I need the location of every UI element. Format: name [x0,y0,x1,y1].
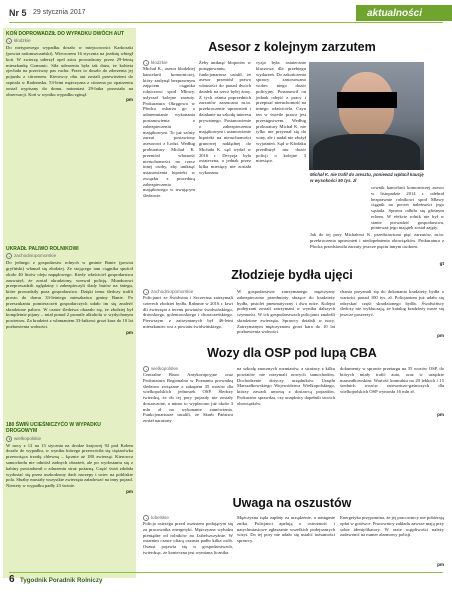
author-sign: pm [126,97,133,103]
article-text: chania przyznali się do dokonania kradzieży bydła o wartości ponad 100 tys. zł. Policjantom już udało się odzyskać część skradzionego bydła. Świdwińscy śledczy nie wykluczają, że katalog kradzieży może się jeszcze poszerzyć. [340,289,444,318]
article-col [143,515,233,556]
article-title: Wozy dla OSP pod lupą CBA [207,346,377,360]
location-icon [6,253,12,259]
article-title: Złodzieje bydła ujęci [231,268,353,282]
region-tag [6,38,133,44]
article-text: Energetyka przypomina, że jej pracownicy nie pobierają opłat w gotówce. Pracownicy zakładu zawsze mają przy sobie identyfikatory. W razie wątpliwości należy zadzwonić na numer alarmowy policji. [340,515,444,538]
article-text: Mężczyzna żąda zapłaty za urządzenie, a następnie znika. Policjanci apelują o ostrożność i natychmiastowe zgłaszanie wszelkich podejrzanych wizyt. Do tej pory nie udało się ustalić tożsamości sprawcy. [237,515,335,544]
sidebar-news-1 [6,31,133,103]
issue-date: 29 stycznia 2017 [33,9,86,16]
article-col [143,366,233,424]
article-text: W gospodarstwie zatrzymanego mężczyzny zabezpieczono przedmioty służące do kradzieży bydła, pistolet pneumatyczny i dwa noże. Kolejni podejrzani zostali zatrzymani w wyniku dalszych czynności. W ich gospodarstwach policjanci znaleźli skradzione zwierzęta. Sprawcy działali w nocy. Zatrzymanym mężczyznom grozi kara do 10 lat pozbawienia wolności. [237,289,335,335]
author-sign: pm [437,333,444,338]
sidebar-news-title: 180 ŚWIŃ UCIEŚNICZYĆO W WYPADKU DROGOWYM [6,422,101,435]
article-text: Policja ostrzega przed oszustem podającym się za pracownika energetyki. Mężczyzna wyłudza pieniądze od rolników na Lubelszczyźnie. W ostatnim czasie ofiarą oszusta padło kilka osób. Oszust pojawia się w gospodarstwach, twierdząc, że konieczna jest wymiana licznika. [143,521,233,555]
article-text: cyzja była ostatecznie kluczowa dla przebiegu wydarzeń. Do zakończenia sprawy zastosowano wobec niego dozór policyjny. Postanowił on jednak odejść z pracy i przepisać nieruchomość na innego właściciela. Czyn ten w świetle prawa jest przestępstwem. Według prokuratury Michał K. nie tylko nie przyznał się do winy, ale i nadal nie złożył wyjaśnień. Sąd w Kłodzku przedłużył mu dozór policji o kolejne 3 miesiące. [256,60,306,164]
photo-caption: Michał K. nie trafił do aresztu, ponieważ wpłacił kaucję w wysokości 50 tys. zł [310,172,424,183]
suspect-photo [309,62,424,170]
article-title: Asesor z kolejnym zarzutem [208,40,376,54]
article-text: Policjanci ze Świdwina i Szczecina zatrzymali czterech złodziei bydła. Rabunie w 2016 r. krwi dli zwierzęta z terenu powiatów świdwińskiego, drawskiego, goleniowskiego i choszczeńskiego. Pierwszym z zatrzymanych był 46-letni mieszkaniec wsi z powiatu świdwińskiego. [143,295,233,329]
article-title: Uwaga na oszustów [232,496,352,510]
photo-censor-bar [337,92,397,108]
article-text: Jak do tej pory Michałowi K. przedstawiono pięć zarzutów, m.in. przekroczenia uprawnień i niedopełnienia obowiązków. Prokuratura z Płocka przedstawiła zarzuty jeszcze pięciu innym osobom. [310,232,444,249]
sidebar-news-body: Do nietypowego wypadku doszło w miejscowości Karkoszki (powiat radomszczański). Wieczorem 16 stycznia na jezdnię wbiegł koń. W zwierzę uderzył opel astra prowadzony przez 29-letnią mieszkankę Gomunic. Siła uderzenia była tak duża, że kobieta zjechała na przeciwny pas ruchu. Przez to doszło do zderzenia jej pojazdu z citroenem. Kierowcy obu aut zostali przewiezieni do szpitala w Radomsku. 53-letni mężczyzna z citroena po opatrzeniu został wypisany do domu, natomiast 29-latka pozostała na obserwacji. Koń w wyniku wypadku zginął. [6,45,133,97]
region-label: kłodzkie [151,60,168,66]
header-divider [9,22,443,23]
region-label: lubelskie [151,515,169,521]
location-icon [143,366,149,372]
sidebar-news-body: Do jednego z gospodarstw rolnych w gminie Banie (powiat gryfiński) włamał się złodziej. Ze stojącego tam ciągnika spuścił około 40 litrów oleju napędowego. Kiedy właściciel gospodarstwa zauważył, że został okradziony, wezwał policję. Mundurowi przeprowadzili oględziny i zabezpieczyli ślady butów na śniegu, które prowadziły poza gospodarstwo. Dzięki temu śledczy trafili prosto do domu 33-letniego mieszkańca gminy Banie. Po przeszukaniu pomieszczeń gospodarczych udało im się znaleźć skradzione paliwo. W czasie śledztwa okazało się, że złodziej był kompletnie pijany – miał ponad 2 promile alkoholu w wydychanym powietrzu. Za kradzież z włamaniem 33-latkowi grozi kara do 10 lat pozbawienia wolności. [6,260,133,329]
sidebar-news-body: W nocy z 12 na 13 stycznia na drodze krajowej 92 pod Kołem doszło do wypadku, w wyniku którego przewróciła się ciężarówka przewożąca trzodę chlewną – łącznie aż 180 zwierząt. Kierowca samochodu nie odniósł żadnych obrażeń, ale po wydostaniu się z kabiny powiadomił o zdarzeniu straż pożarną. Część świń zdołała wydostać się przez uszkodzony dach naczepy i uciec na pobliskie pola. Służby musiały wszystkie zwierzęta załadować na inny pojazd. Niestety w wypadku padły 23 świnie. [6,442,133,489]
region-label: wielkopolskie [151,366,179,372]
region-label: zachodniopomorskie [151,289,194,295]
issue-number: Nr 5 [9,8,27,18]
region-tag [6,253,133,259]
author-sign: pm [126,329,133,335]
article-text: dokumenty w sprawie przetargu na 35 wozów OSP, do których miały trafić auta, oraz w urzędzie marszałkowskim. Wartość kontraktu na 20 lekkich i 15 średnich wozów ratowniczo-gaśniczych dla wielkopolskich OSP wyniosła 16 mln zł. [340,366,444,395]
region-label: zachodniopomorskie [14,253,57,259]
location-icon [6,436,12,442]
author-sign: pm [437,412,444,417]
author-sign: pm [126,488,133,494]
sidebar-news-3 [6,422,133,495]
publication-logo: Tygodnik Poradnik Rolniczy [20,577,103,584]
sidebar-news-title: UKRADŁ PALIWO ROLNIKOWI [6,246,79,252]
location-icon [143,515,149,521]
article-col [143,289,233,330]
author-sign: pm [437,562,444,567]
location-icon [6,38,12,44]
article-text: na szkodę znacznych rozmiarów, a strażacy z kilku powiatów nie otrzymali nowych samochodów. Dochodzenie dotyczy urzędników Urzędu Marszałkowskiego Województwa Wielkopolskiego, którzy zawarli umowę z dostawcą pojazdów. Prokurator sprawdza, czy urzędnicy dopełnili swoich obowiązków. [237,366,335,406]
location-icon [143,289,149,295]
section-title: aktualności [367,8,423,19]
page-number: 6 [9,574,15,585]
sidebar-news-2 [6,246,133,335]
article-text: Żeby uniknąć kłopotów w postępowaniu, funkcjonariusz ustalił, że asesor przeniósł prawo własności do ponad dwóch działek na rzecz byłej żony. Z tych ośmiu poprzednich zarzutów zarzucano m.in. przekroczenie uprawnień i działanie na szkodę interesu prywatnego. Postanowienie o zabezpieczeniu majątkowym i ustanowienie hipoteki na nieruchomości grunowej nakłądnej do Michała K. sąd wydał w 2016 r. Decyzja była ostateczna, a jednak przez kilka miesięcy nie została wykonana. [199,60,251,175]
article-text: Centralne Biuro Antykorupcyjne oraz Prokuratura Regionalna w Poznaniu prowadzą śledztwo związane z zakupem 35 wozów dla wielkopolskich jednostek OSP. Śledczy twierdzą, że do tej pory pojazdy nie zostały dostarczone, a mimo to wypłacono już około 3 mln zł na wykonanie zamówienia. Funkcjonariusze ustalili, że Skarb Państwa został narażony [143,372,233,424]
photo-body [313,134,420,170]
footer-divider [9,572,443,573]
region-label: kłodzkie [14,38,31,44]
article-col [143,60,195,199]
article-text: Michał K., asesor kłodzkiej kancelarii komorniczej, który zasłynął bezprawnym zajęciem ciągnika rolniczowi spod Młowy, usłyszał kolejne zarzuty. Prokuratura Okręgowa w Płocku oskarża go o udaremnianie wykonania postanowienia o zabezpieczeniu majątkowym. To już szósty zarzut postawiony asesorowi z Łodzi. Według prokuratury Michał K. przeniósł własność nieruchomości na rzecz innej osoby, aby uniknąć ustanowienia hipoteki w związku z procedurą zabezpieczenia majątkowego w trwającym śledztwie. [143,66,195,199]
sidebar-news-title: KOŃ DOPROWADZIŁ DO WYPADKU DWÓCH AUT [6,31,125,37]
author-sign: gt [439,261,444,266]
location-icon [143,60,149,66]
region-label: wielkopolskie [14,435,42,441]
article-text: cownik kancelarii komorniczej asesor w listopadzie 2014 r. odebrał bezprawnie rolnikowi spod Mławy ciągnik na poczet należności jego sąsiada. Sprawa odbiła się głośnym echem. W efekcie rolnik nie był w stanie prowadzić gospodarstwa, ponieważ jego majątek został zajęty. [371,185,444,231]
region-tag [6,436,133,442]
